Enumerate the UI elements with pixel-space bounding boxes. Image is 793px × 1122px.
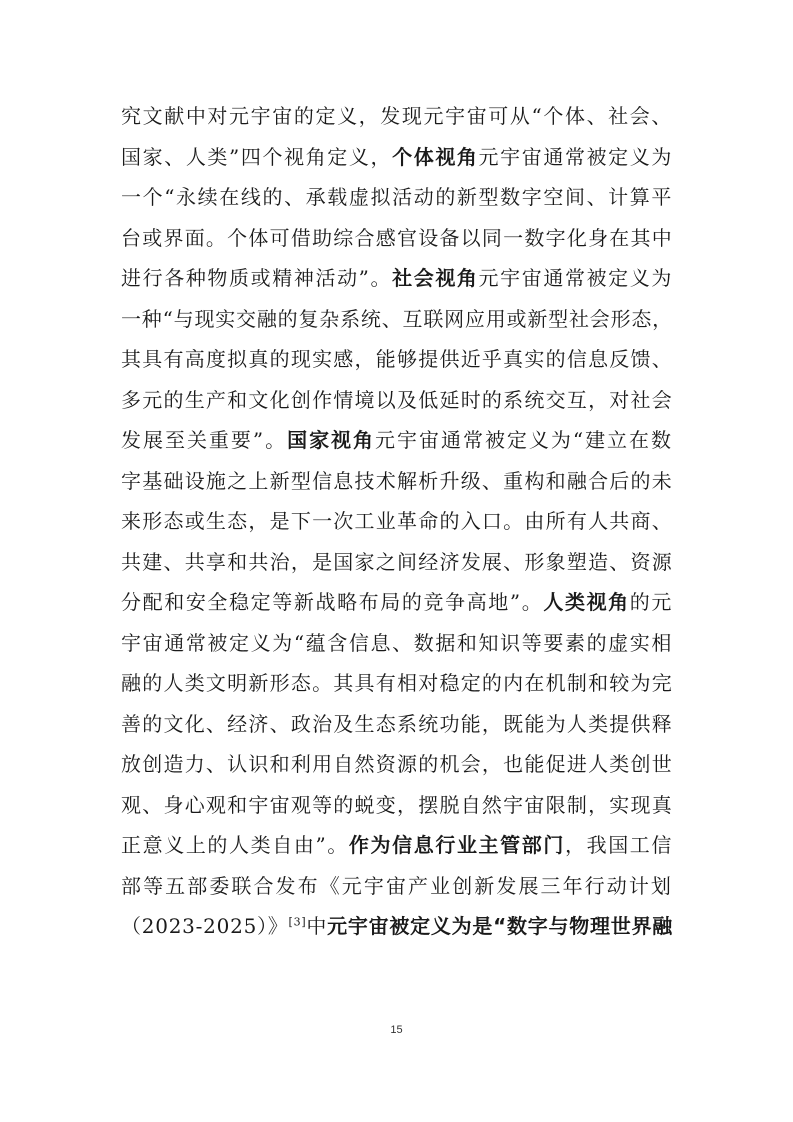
text-segment: 正意义上的人类自由”。 xyxy=(121,833,349,857)
text-segment: 元宇宙通常被定义为“建立在数 xyxy=(375,428,674,452)
text-segment: 字基础设施之上新型信息技术解析升级、重构和融合后的未 xyxy=(121,468,673,493)
text-line xyxy=(121,744,673,785)
text-line xyxy=(121,258,673,299)
text-segment: 融的人类文明新形态。其具有相对稳定的内在机制和较为完 xyxy=(121,671,673,695)
text-segment: 共建、共享和共治，是国家之间经济发展、形象塑造、资源 xyxy=(121,549,673,574)
text-line xyxy=(121,461,673,502)
bold-phrase: 社会视角 xyxy=(392,266,479,290)
text-segment: 究文献中对元宇宙的定义，发现元宇宙可从“个体、社会、 xyxy=(121,104,673,128)
text-segment: 来形态或生态，是下一次工业革命的入口。由所有人共商、 xyxy=(121,509,673,533)
text-segment: 善的文化、经济、政治及生态系统功能，既能为人类提供释 xyxy=(121,711,673,736)
text-segment: 进行各种物质或精神活动”。 xyxy=(121,266,393,290)
text-segment: 多元的生产和文化创作情境以及低延时的系统交互，对社会 xyxy=(121,387,673,412)
text-line xyxy=(121,866,673,907)
bold-phrase: 作为信息行业主管部门 xyxy=(348,833,565,857)
citation-ref: [3] xyxy=(288,915,307,929)
text-line xyxy=(121,177,673,218)
bold-phrase: 国家视角 xyxy=(287,428,376,452)
text-line xyxy=(121,582,673,623)
text-line xyxy=(121,137,673,178)
text-line xyxy=(121,663,673,704)
text-segment: 放创造力、认识和利用自然资源的机会，也能促进人类创世 xyxy=(121,752,673,776)
bold-phrase: 元宇宙被定义为是“数字与物理世界融 xyxy=(327,914,673,938)
text-segment: 台或界面。个体可借助综合感官设备以同一数字化身在其中 xyxy=(121,225,673,250)
text-segment: 宇宙通常被定义为“蕴含信息、数据和知识等要素的虚实相 xyxy=(121,630,673,655)
text-line xyxy=(121,906,673,947)
text-segment: 一个“永续在线的、承载虚拟活动的新型数字空间、计算平 xyxy=(121,185,673,209)
text-line xyxy=(121,218,673,259)
text-segment: 其具有高度拟真的现实感，能够提供近乎真实的信息反馈、 xyxy=(121,347,673,371)
page-number: 15 xyxy=(390,1024,403,1036)
text-segment: 的元 xyxy=(629,590,674,614)
text-segment: 元宇宙通常被定义为 xyxy=(478,266,674,290)
text-segment: 国家、人类”四个视角定义， xyxy=(121,144,393,169)
bold-phrase: 人类视角 xyxy=(543,590,630,614)
text-segment: 一种“与现实交融的复杂系统、互联网应用或新型社会形态， xyxy=(121,306,673,331)
text-line xyxy=(121,299,673,340)
text-line xyxy=(121,785,673,826)
text-line xyxy=(121,420,673,461)
text-line xyxy=(121,96,673,137)
text-line xyxy=(121,501,673,542)
text-segment: ，我国工信 xyxy=(564,833,674,857)
text-line xyxy=(121,339,673,380)
text-line xyxy=(121,623,673,664)
text-segment: （2023-2025）》 xyxy=(121,914,289,938)
text-line xyxy=(121,380,673,421)
text-segment: 观、身心观和宇宙观等的蜕变，摆脱自然宇宙限制，实现真 xyxy=(121,792,673,817)
text-segment: 发展至关重要”。 xyxy=(121,428,288,452)
text-line xyxy=(121,825,673,866)
text-segment: 分配和安全稳定等新战略布局的竞争高地”。 xyxy=(121,590,544,614)
bold-phrase: 个体视角 xyxy=(392,144,479,169)
text-line xyxy=(121,704,673,745)
text-segment: 中 xyxy=(306,914,328,938)
body-paragraph xyxy=(121,96,673,947)
text-line xyxy=(121,542,673,583)
text-segment: 部等五部委联合发布《元宇宙产业创新发展三年行动计划 xyxy=(121,873,673,898)
text-segment: 元宇宙通常被定义为 xyxy=(478,144,674,169)
